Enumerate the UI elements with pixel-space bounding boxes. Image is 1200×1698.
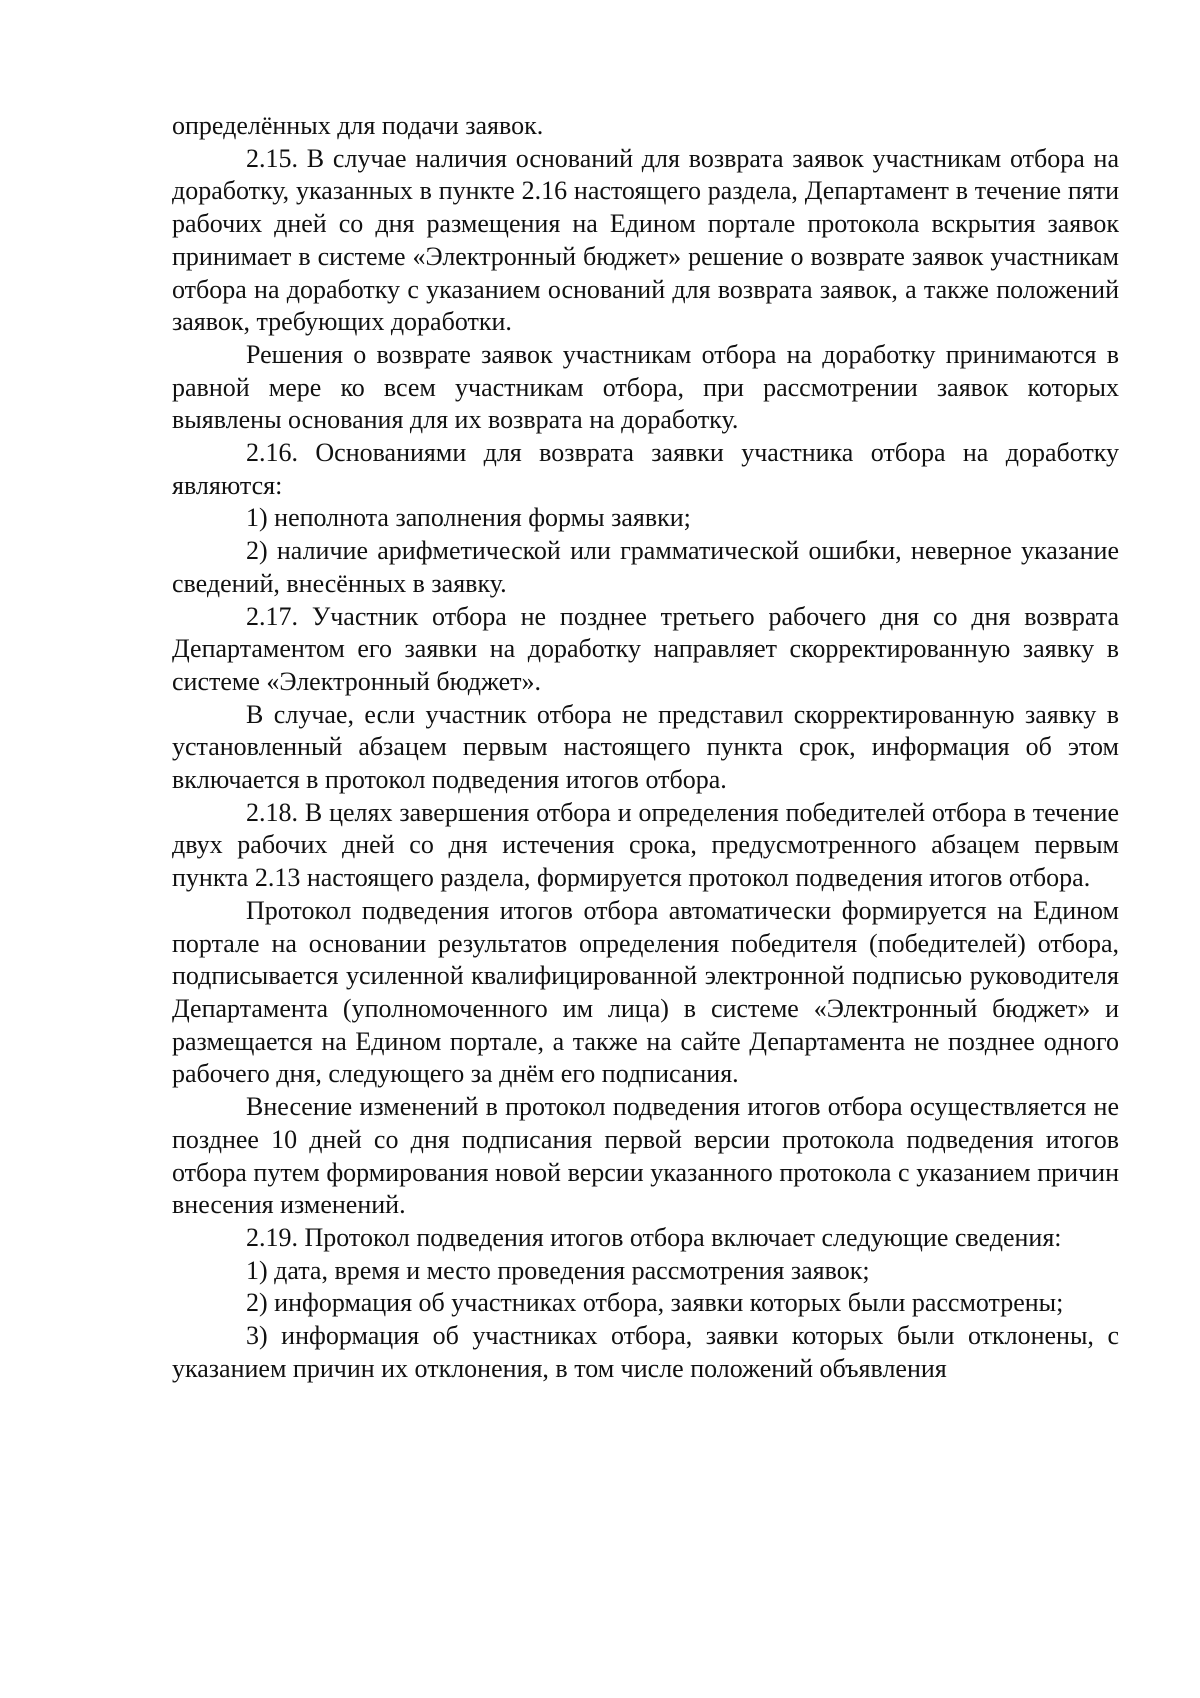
list-item-2-19-2: 2) информация об участниках отбора, заявки которых были рассмотрены; (246, 1288, 1064, 1318)
paragraph-2-15: 2.15. В случае наличия оснований для возврата заявок участникам отбора на доработку, указанных в пункте 2.16 настоящего раздела, Департамент в течение пяти рабочих дней со дня размещения на Едином портале протокола вскрытия заявок принимает в системе «Электронный бюджет» решение о возврате заявок участникам отбора на доработку с указанием оснований для возврата заявок, а также положений заявок, требующих доработки. (172, 143, 1119, 337)
paragraph-2-15-decisions: Решения о возврате заявок участникам отбора на доработку принимаются в равной мере ко всем участникам отбора, при рассмотрении заявок которых выявлены основания для их возврата на доработку. (172, 339, 1119, 435)
list-item-2-19-1: 1) дата, время и место проведения рассмотрения заявок; (246, 1255, 870, 1285)
document-page (172, 110, 1119, 1385)
paragraph-2-19: 2.19. Протокол подведения итогов отбора включает следующие сведения: (246, 1222, 1062, 1252)
paragraph-2-17-case: В случае, если участник отбора не представил скорректированную заявку в установленный абзацем первым настоящего пункта срок, информация об этом включается в протокол подведения итогов отбора. (172, 699, 1119, 795)
list-item-2-16-2: 2) наличие арифметической или грамматической ошибки, неверное указание сведений, внесённых в заявку. (172, 536, 1119, 598)
list-item-2-19-3: 3) информация об участниках отбора, заявки которых были отклонены, с указанием причин их отклонения, в том числе положений объявления (172, 1321, 1119, 1383)
paragraph-2-18-protocol: Протокол подведения итогов отбора автоматически формируется на Едином портале на основании результатов определения победителя (победителей) отбора, подписывается усиленной квалифицированной электронной подписью руководителя Департамента (уполномоченного им лица) в системе «Электронный бюджет» и размещается на Едином портале, а также на сайте Департамента не позднее одного рабочего дня, следующего за днём его подписания. (172, 895, 1119, 1089)
list-item-2-16-1: 1) неполнота заполнения формы заявки; (246, 503, 691, 533)
paragraph-2-17: 2.17. Участник отбора не позднее третьего рабочего дня со дня возврата Департаментом его заявки на доработку направляет скорректированную заявку в системе «Электронный бюджет». (172, 601, 1119, 696)
paragraph-2-18-changes: Внесение изменений в протокол подведения итогов отбора осуществляется не позднее 10 дней со дня подписания первой версии протокола подведения итогов отбора путем формирования новой версии указанного протокола с указанием причин внесения изменений. (172, 1092, 1119, 1220)
paragraph-continuation: определённых для подачи заявок. (172, 111, 544, 140)
paragraph-2-18: 2.18. В целях завершения отбора и определения победителей отбора в течение двух рабочих дней со дня истечения срока, предусмотренного абзацем первым пункта 2.13 настоящего раздела, формируется протокол подведения итогов отбора. (172, 797, 1119, 893)
paragraph-2-16: 2.16. Основаниями для возврата заявки участника отбора на доработку являются: (172, 438, 1119, 500)
